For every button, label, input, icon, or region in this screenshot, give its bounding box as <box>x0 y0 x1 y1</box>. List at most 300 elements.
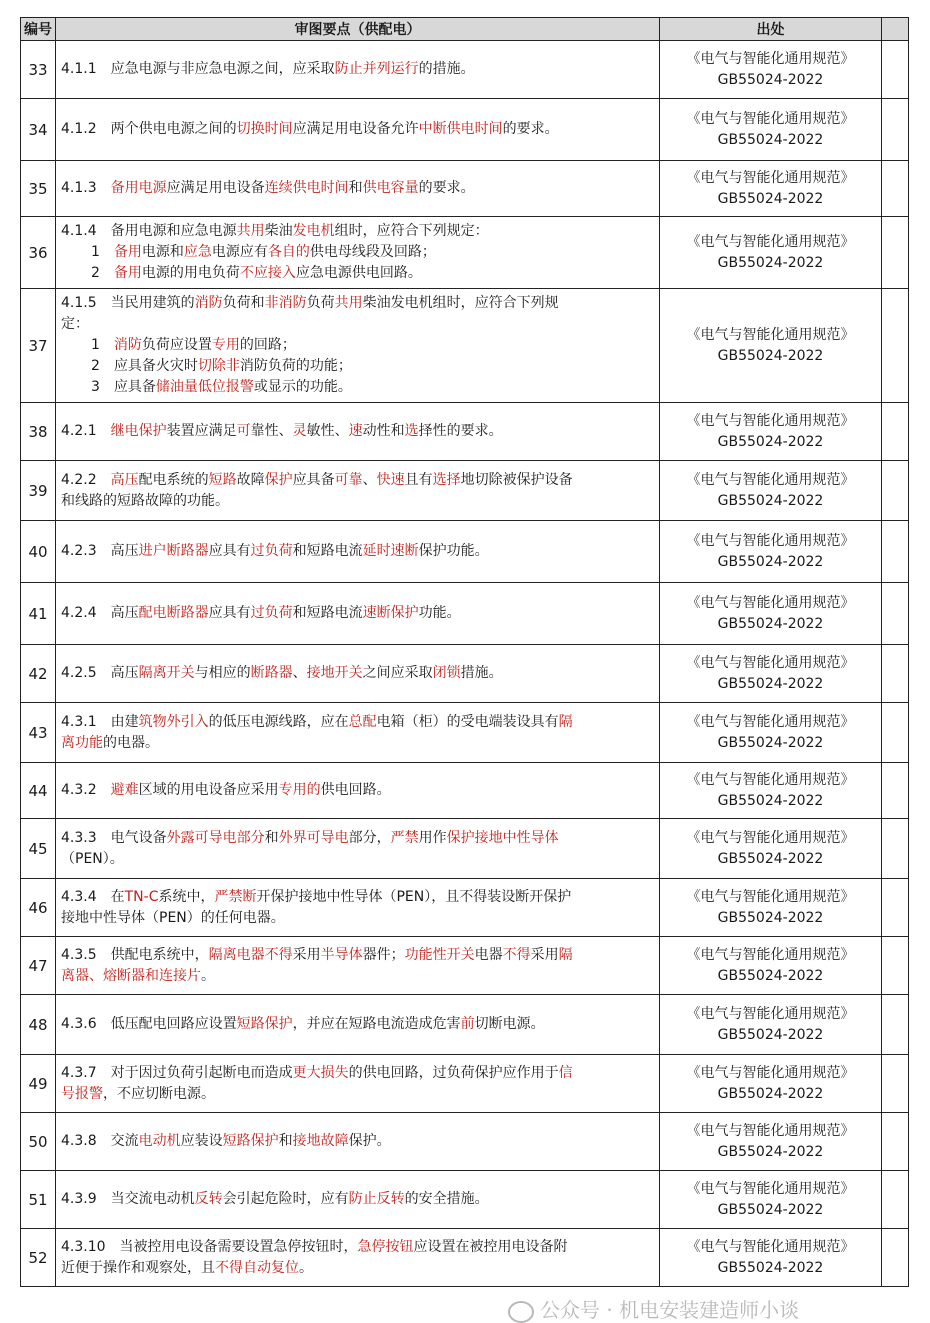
row-number: 47 <box>21 937 56 995</box>
review-point-line <box>61 1014 654 1035</box>
highlight-text: 前 <box>460 1016 475 1032</box>
review-point-line <box>61 293 654 314</box>
body-text: 与相应的 <box>194 665 251 681</box>
highlight-text: 发电机 <box>292 223 335 239</box>
row-number: 41 <box>21 583 56 645</box>
row-number: 39 <box>21 461 56 521</box>
body-text: 切断电源。 <box>474 1016 545 1032</box>
highlight-text: 电动机 <box>138 1133 181 1149</box>
body-text: 敏性、 <box>306 423 349 439</box>
highlight-text: 切换时间 <box>236 121 293 137</box>
table-row <box>21 1229 909 1287</box>
review-point-line <box>61 603 654 624</box>
body-text: 应具备 <box>292 471 335 488</box>
body-text: 1 <box>91 337 114 353</box>
body-text: 4.3.1 由建 <box>61 713 139 730</box>
body-text: 4.1.4 备用电源和应急电源 <box>61 223 237 239</box>
body-text: 负荷应设置 <box>141 337 212 353</box>
source-code: GB55024-2022 <box>717 850 824 867</box>
body-text: 应装设 <box>180 1133 223 1149</box>
body-text: 措施。 <box>460 665 503 681</box>
highlight-text: 外界可导电 <box>278 829 349 846</box>
highlight-text: 更大损失 <box>292 1064 349 1081</box>
body-text: 故障 <box>236 471 265 488</box>
source-title: 《电气与智能化通用规范》 <box>686 829 855 846</box>
review-point <box>56 99 660 161</box>
highlight-text: 消防 <box>194 295 223 311</box>
highlight-text: 不应接入 <box>239 265 296 281</box>
highlight-text: 短路 <box>208 471 237 488</box>
source-title: 《电气与智能化通用规范》 <box>686 654 855 671</box>
extra-cell <box>882 1171 909 1229</box>
highlight-text: 储油量低位报警 <box>155 379 254 395</box>
extra-cell <box>882 819 909 879</box>
highlight-text: 速 <box>348 423 363 439</box>
body-text: 的要求。 <box>502 121 559 137</box>
source-code: GB55024-2022 <box>717 254 824 271</box>
review-points-table <box>20 17 909 1287</box>
source-cell <box>660 1113 882 1171</box>
review-point-line <box>61 263 654 284</box>
highlight-text: 不得 <box>502 946 531 963</box>
table-row <box>21 403 909 461</box>
highlight-text: 共用 <box>334 295 363 311</box>
review-point-line <box>61 1189 654 1210</box>
review-point <box>56 289 660 403</box>
source-title: 《电气与智能化通用规范》 <box>686 1122 855 1139</box>
review-point <box>56 1229 660 1287</box>
table-row <box>21 521 909 583</box>
highlight-text: 离功能 <box>61 734 103 751</box>
highlight-text: 号报警 <box>61 1085 103 1102</box>
table-row <box>21 217 909 289</box>
review-point-line <box>61 1084 654 1105</box>
body-text: 2 <box>91 265 114 281</box>
row-number: 44 <box>21 763 56 819</box>
highlight-text: 半导体 <box>320 946 363 963</box>
source-cell <box>660 403 882 461</box>
body-text: 应具有 <box>208 543 251 559</box>
review-point-line <box>61 178 654 199</box>
body-text: 4.1.3 <box>61 180 111 196</box>
body-text: 的措施。 <box>418 61 475 77</box>
review-point <box>56 819 660 879</box>
source-code: GB55024-2022 <box>717 967 824 984</box>
table-body <box>21 41 909 1287</box>
source-title: 《电气与智能化通用规范》 <box>686 110 855 127</box>
review-point-line <box>61 119 654 140</box>
body-text: 系统中， <box>158 888 215 905</box>
highlight-text: 灵 <box>292 423 307 439</box>
table-row <box>21 583 909 645</box>
highlight-text: 可靠 <box>334 471 363 488</box>
extra-cell <box>882 1055 909 1113</box>
table-row <box>21 879 909 937</box>
highlight-text: 延时速断 <box>362 543 419 559</box>
row-number: 46 <box>21 879 56 937</box>
source-title: 《电气与智能化通用规范》 <box>686 1064 855 1081</box>
body-text: 4.1.1 应急电源与非应急电源之间，应采取 <box>61 61 335 77</box>
body-text: 接地中性导体（PEN）的任何电器。 <box>61 909 285 926</box>
body-text: 和 <box>264 829 279 846</box>
row-number: 42 <box>21 645 56 703</box>
highlight-text: 可 <box>236 423 251 439</box>
body-text: 4.2.3 高压 <box>61 543 139 559</box>
body-text: 负荷 <box>306 295 335 311</box>
extra-cell <box>882 937 909 995</box>
extra-cell <box>882 99 909 161</box>
body-text: 电器 <box>474 946 503 963</box>
source-title: 《电气与智能化通用规范》 <box>686 1238 855 1255</box>
body-text: 采用 <box>292 946 321 963</box>
highlight-text: 中断供电时间 <box>418 121 503 137</box>
body-text: 4.3.3 电气设备 <box>61 829 167 846</box>
body-text: 和 <box>278 1133 293 1149</box>
highlight-text: 备用电源 <box>110 180 167 196</box>
review-point <box>56 217 660 289</box>
body-text: 保护。 <box>348 1133 391 1149</box>
body-text: 采用 <box>530 946 559 963</box>
source-title: 《电气与智能化通用规范》 <box>686 1005 855 1022</box>
source-code: GB55024-2022 <box>717 347 824 364</box>
source-code: GB55024-2022 <box>717 131 824 148</box>
source-cell <box>660 819 882 879</box>
highlight-text: 备用 <box>113 244 142 260</box>
body-text: 应急电源供电回路。 <box>295 265 422 281</box>
watermark-text: 公众号 · 机电安装建造师小谈 <box>540 1298 800 1322</box>
source-title: 《电气与智能化通用规范》 <box>686 169 855 186</box>
body-text: 负荷和 <box>222 295 265 311</box>
table-row <box>21 995 909 1055</box>
source-cell <box>660 217 882 289</box>
source-cell <box>660 645 882 703</box>
source-cell <box>660 161 882 217</box>
source-code: GB55024-2022 <box>717 71 824 88</box>
extra-cell <box>882 645 909 703</box>
extra-cell <box>882 217 909 289</box>
highlight-text: 快速 <box>376 471 405 488</box>
source-cell <box>660 521 882 583</box>
body-text: 电源和 <box>141 244 184 260</box>
body-text: 部分， <box>348 829 391 846</box>
review-point-line <box>61 491 654 512</box>
source-title: 《电气与智能化通用规范》 <box>686 713 855 730</box>
table-row <box>21 819 909 879</box>
table-row <box>21 1055 909 1113</box>
review-point-line <box>61 541 654 562</box>
source-code: GB55024-2022 <box>717 1259 824 1276</box>
body-text: 功能。 <box>418 605 461 621</box>
body-text: 、 <box>292 665 307 681</box>
review-point-line <box>61 780 654 801</box>
row-number: 35 <box>21 161 56 217</box>
body-text: 组时，应符合下列规定： <box>334 223 489 239</box>
review-point-line <box>61 945 654 966</box>
review-point <box>56 1171 660 1229</box>
extra-cell <box>882 1229 909 1287</box>
source-cell <box>660 879 882 937</box>
row-number: 34 <box>21 99 56 161</box>
body-text: 和短路电流 <box>292 605 363 621</box>
body-text: 4.1.2 两个供电电源之间的 <box>61 121 237 137</box>
body-text: 电箱（柜）的受电端装设具有 <box>376 713 559 730</box>
body-text: 的要求。 <box>418 180 475 196</box>
extra-cell <box>882 879 909 937</box>
highlight-text: 高压 <box>110 471 139 488</box>
table-row <box>21 1171 909 1229</box>
extra-cell <box>882 521 909 583</box>
review-point <box>56 583 660 645</box>
source-cell <box>660 41 882 99</box>
body-text: 定： <box>61 316 89 332</box>
body-text: 和线路的短路故障的功能。 <box>61 492 229 509</box>
review-point <box>56 763 660 819</box>
body-text: 4.2.5 高压 <box>61 665 139 681</box>
review-point-line <box>61 1063 654 1084</box>
highlight-text: 接地开关 <box>306 665 363 681</box>
highlight-text: 共用 <box>236 223 265 239</box>
highlight-text: 速断保护 <box>362 605 419 621</box>
highlight-text: 接地故障 <box>292 1133 349 1149</box>
review-point-line <box>61 1258 654 1279</box>
source-title: 《电气与智能化通用规范》 <box>686 326 855 343</box>
body-text: 4.1.5 当民用建筑的 <box>61 295 195 311</box>
source-code: GB55024-2022 <box>717 1085 824 1102</box>
source-cell <box>660 583 882 645</box>
extra-cell <box>882 703 909 763</box>
source-code: GB55024-2022 <box>717 909 824 926</box>
highlight-text: 信 <box>558 1064 573 1081</box>
highlight-text: 配电断路器 <box>138 605 209 621</box>
source-cell <box>660 1055 882 1113</box>
review-point-line <box>61 221 654 242</box>
extra-cell <box>882 583 909 645</box>
body-text: 供电回路。 <box>320 782 391 798</box>
source-code: GB55024-2022 <box>717 1026 824 1043</box>
row-number: 52 <box>21 1229 56 1287</box>
review-point-line <box>61 887 654 908</box>
body-text: 4.3.5 供配电系统中， <box>61 946 209 963</box>
highlight-text: 各自的 <box>267 244 310 260</box>
review-point <box>56 41 660 99</box>
body-text: 区域的用电设备应采用 <box>138 782 279 798</box>
extra-cell <box>882 403 909 461</box>
body-text: 4.3.7 对于因过负荷引起断电而造成 <box>61 1064 293 1081</box>
review-point <box>56 1055 660 1113</box>
body-text: 1 <box>91 244 114 260</box>
highlight-text: 保护接地中性导体 <box>446 829 559 846</box>
source-code: GB55024-2022 <box>717 553 824 570</box>
highlight-text: 总配 <box>348 713 377 730</box>
body-text: ，不应切断电源。 <box>103 1085 215 1102</box>
body-text: ，并应在短路电流造成危害 <box>292 1016 461 1032</box>
body-text: 近便于操作和观察处，且 <box>61 1259 215 1276</box>
highlight-text: 断路器 <box>250 665 293 681</box>
source-code: GB55024-2022 <box>717 675 824 692</box>
body-text: 会引起危险时，应有 <box>222 1191 349 1207</box>
body-text: 和短路电流 <box>292 543 363 559</box>
body-text: 保护功能。 <box>418 543 489 559</box>
highlight-text: 功能性开关 <box>404 946 475 963</box>
row-number: 43 <box>21 703 56 763</box>
highlight-text: 反转 <box>194 1191 223 1207</box>
highlight-text: 短路保护 <box>236 1016 293 1032</box>
body-text: 应满足用电设备 <box>166 180 265 196</box>
body-text: 。 <box>201 967 215 984</box>
review-point-line <box>61 849 654 870</box>
highlight-text: 隔离开关 <box>138 665 195 681</box>
body-text: 4.2.1 <box>61 423 111 439</box>
source-title: 《电气与智能化通用规范》 <box>686 1180 855 1197</box>
source-cell <box>660 461 882 521</box>
review-point <box>56 521 660 583</box>
row-number: 45 <box>21 819 56 879</box>
source-title: 《电气与智能化通用规范》 <box>686 532 855 549</box>
body-text: 消防负荷的功能； <box>239 358 352 374</box>
header-content: 审图要点（供配电） <box>56 18 660 41</box>
extra-cell <box>882 289 909 403</box>
source-title: 《电气与智能化通用规范》 <box>686 471 855 488</box>
review-point-line <box>61 59 654 80</box>
highlight-text: 隔 <box>558 946 573 963</box>
source-title: 《电气与智能化通用规范》 <box>686 771 855 788</box>
row-number: 33 <box>21 41 56 99</box>
body-text: 的电器。 <box>103 734 159 751</box>
body-text: 3 应具备 <box>91 379 156 395</box>
row-number: 50 <box>21 1113 56 1171</box>
highlight-text: 严禁 <box>390 829 419 846</box>
row-number: 37 <box>21 289 56 403</box>
body-text: 择性的要求。 <box>418 423 503 439</box>
source-code: GB55024-2022 <box>717 734 824 751</box>
body-text: 4.3.9 当交流电动机 <box>61 1191 195 1207</box>
body-text: 4.3.10 当被控用电设备需要设置急停按钮时， <box>61 1238 358 1255</box>
source-cell <box>660 99 882 161</box>
table-row <box>21 41 909 99</box>
source-title: 《电气与智能化通用规范》 <box>686 412 855 429</box>
table-row <box>21 645 909 703</box>
review-point-line <box>61 314 654 335</box>
source-code: GB55024-2022 <box>717 1143 824 1160</box>
body-text: 4.3.8 交流 <box>61 1133 139 1149</box>
review-point-line <box>61 828 654 849</box>
review-point <box>56 161 660 217</box>
source-title: 《电气与智能化通用规范》 <box>686 946 855 963</box>
body-text: 、 <box>362 471 377 488</box>
header-source: 出处 <box>660 18 882 41</box>
review-point-line <box>61 663 654 684</box>
body-text: 电源应有 <box>211 244 268 260</box>
body-text: 2 应具备火灾时 <box>91 358 198 374</box>
review-point-line <box>61 377 654 398</box>
body-text: 且有 <box>404 471 433 488</box>
row-number: 49 <box>21 1055 56 1113</box>
review-point-line <box>61 712 654 733</box>
table-row <box>21 1113 909 1171</box>
highlight-text: 选 <box>404 423 419 439</box>
body-text: 应设置在被控用电设备附 <box>413 1238 568 1255</box>
review-point <box>56 879 660 937</box>
highlight-text: 保护 <box>264 471 293 488</box>
table-row <box>21 161 909 217</box>
highlight-text: 闭锁 <box>432 665 461 681</box>
body-text: 的供电回路，过负荷保护应作用于 <box>348 1064 559 1081</box>
body-text: 4.2.4 高压 <box>61 605 139 621</box>
table-row <box>21 703 909 763</box>
review-point-line <box>61 1237 654 1258</box>
row-number: 36 <box>21 217 56 289</box>
body-text: 4.3.6 低压配电回路应设置 <box>61 1016 237 1032</box>
source-code: GB55024-2022 <box>717 615 824 632</box>
source-cell <box>660 937 882 995</box>
source-code: GB55024-2022 <box>717 190 824 207</box>
source-cell <box>660 289 882 403</box>
highlight-text: 严禁断 <box>214 888 257 905</box>
review-point-line <box>61 966 654 987</box>
source-code: GB55024-2022 <box>717 492 824 509</box>
body-text: 。 <box>299 1259 313 1276</box>
row-number: 48 <box>21 995 56 1055</box>
highlight-text: 非消防 <box>264 295 307 311</box>
body-text: 应具有 <box>208 605 251 621</box>
body-text: 4.3.2 <box>61 782 111 798</box>
highlight-text: 防止并列运行 <box>334 61 419 77</box>
body-text: 开保护接地中性导体（PEN），且不得装设断开保护 <box>256 888 572 905</box>
body-text: 的回路； <box>239 337 296 353</box>
row-number: 51 <box>21 1171 56 1229</box>
review-point <box>56 645 660 703</box>
highlight-text: 专用 <box>211 337 240 353</box>
highlight-text: 外露可导电部分 <box>166 829 265 846</box>
highlight-text: 备用 <box>113 265 142 281</box>
table-row <box>21 763 909 819</box>
body-text: 和 <box>348 180 363 196</box>
review-point <box>56 403 660 461</box>
body-text: 器件； <box>362 946 405 963</box>
review-point <box>56 995 660 1055</box>
highlight-text: 选择 <box>432 471 461 488</box>
extra-cell <box>882 995 909 1055</box>
highlight-text: 急停按钮 <box>357 1238 414 1255</box>
source-code: GB55024-2022 <box>717 433 824 450</box>
header-extra <box>882 18 909 41</box>
highlight-text: 筑物外引入 <box>138 713 209 730</box>
table-header-row <box>21 18 909 41</box>
extra-cell <box>882 41 909 99</box>
review-point-line <box>61 335 654 356</box>
highlight-text: 防止反转 <box>348 1191 405 1207</box>
highlight-text: 供电容量 <box>362 180 419 196</box>
body-text: 靠性、 <box>250 423 293 439</box>
review-point <box>56 1113 660 1171</box>
source-title: 《电气与智能化通用规范》 <box>686 50 855 67</box>
source-cell <box>660 1229 882 1287</box>
body-text: 柴油 <box>264 223 293 239</box>
highlight-text: 避难 <box>110 782 139 798</box>
source-title: 《电气与智能化通用规范》 <box>686 594 855 611</box>
body-text: 之间应采取 <box>362 665 433 681</box>
body-text: 柴油发电机组时，应符合下列规 <box>362 295 559 311</box>
wechat-icon <box>508 1301 534 1323</box>
body-text: 应满足用电设备允许 <box>292 121 419 137</box>
review-point <box>56 461 660 521</box>
highlight-text: TN-C <box>124 888 159 905</box>
highlight-text: 继电保护 <box>110 423 167 439</box>
source-cell <box>660 995 882 1055</box>
table-row <box>21 99 909 161</box>
highlight-text: 专用的 <box>278 782 321 798</box>
highlight-text: 切除非 <box>197 358 240 374</box>
